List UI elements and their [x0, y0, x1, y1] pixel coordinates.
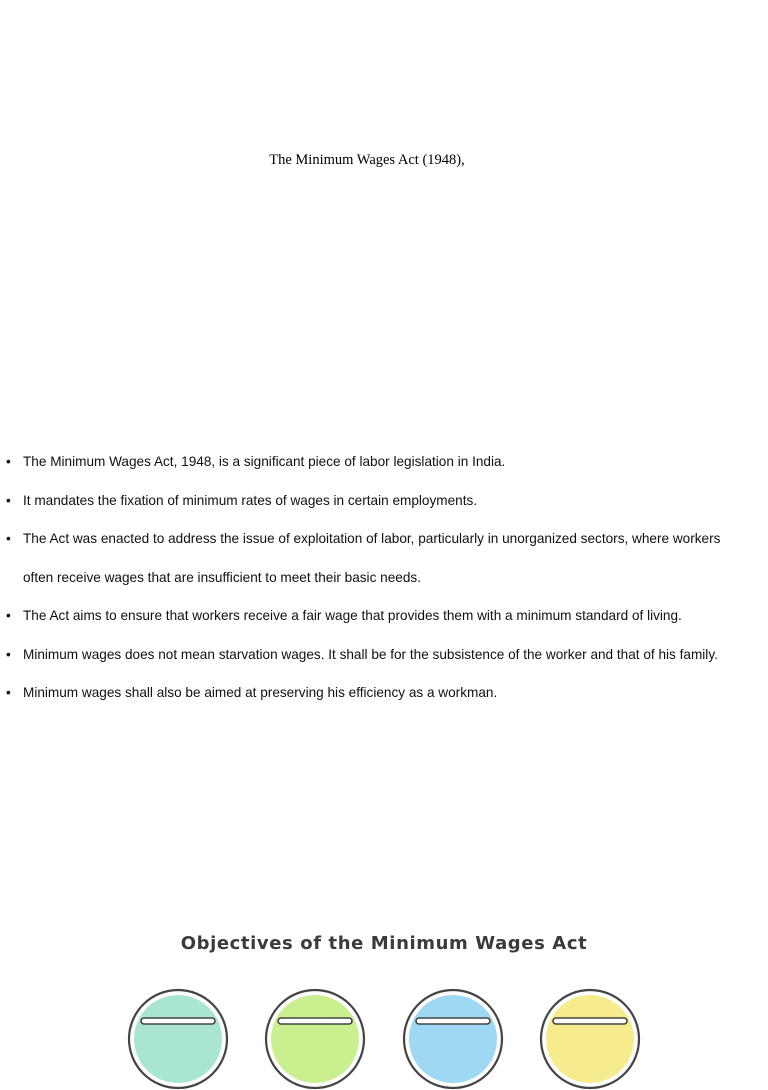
list-item-text: It mandates the fixation of minimum rates of wages in certain employments. [23, 492, 478, 508]
list-item-text: Minimum wages shall also be aimed at preserving his efficiency as a workman. [23, 685, 498, 700]
bullet-marker: • [6, 492, 11, 508]
list-item [0, 520, 748, 597]
bullet-marker: • [6, 646, 11, 662]
list-item-text: The Act aims to ensure that workers receive a fair wage that provides them with a minimum standard of living. [23, 608, 682, 623]
bullet-marker: • [6, 685, 11, 700]
bullet-marker: • [6, 608, 11, 623]
objective-circle-2 [264, 988, 366, 1090]
list-item [0, 636, 748, 675]
list-item [0, 443, 748, 482]
list-item [0, 597, 748, 636]
list-item [0, 674, 748, 713]
list-item-text: The Minimum Wages Act, 1948, is a significant piece of labor legislation in India. [23, 454, 506, 469]
list-item-text: Minimum wages does not mean starvation wages. It shall be for the subsistence of the worker and that of his family. [23, 646, 718, 662]
infographic-heading: Objectives of the Minimum Wages Act [180, 933, 588, 954]
list-item [0, 482, 748, 521]
infographic-icon-row [0, 988, 768, 1028]
objective-circle-3 [402, 988, 504, 1090]
bullet-list [0, 443, 748, 713]
list-item-text: The Act was enacted to address the issue of exploitation of labor, particularly in unorganized sectors, where workers often receive wages that are insufficient to meet their basic needs. [23, 531, 721, 585]
document-title: The Minimum Wages Act (1948), [269, 152, 465, 168]
bullet-marker: • [6, 454, 11, 469]
objective-circle-4 [539, 988, 641, 1090]
bullet-marker: • [6, 531, 11, 546]
objective-circle-1 [127, 988, 229, 1090]
